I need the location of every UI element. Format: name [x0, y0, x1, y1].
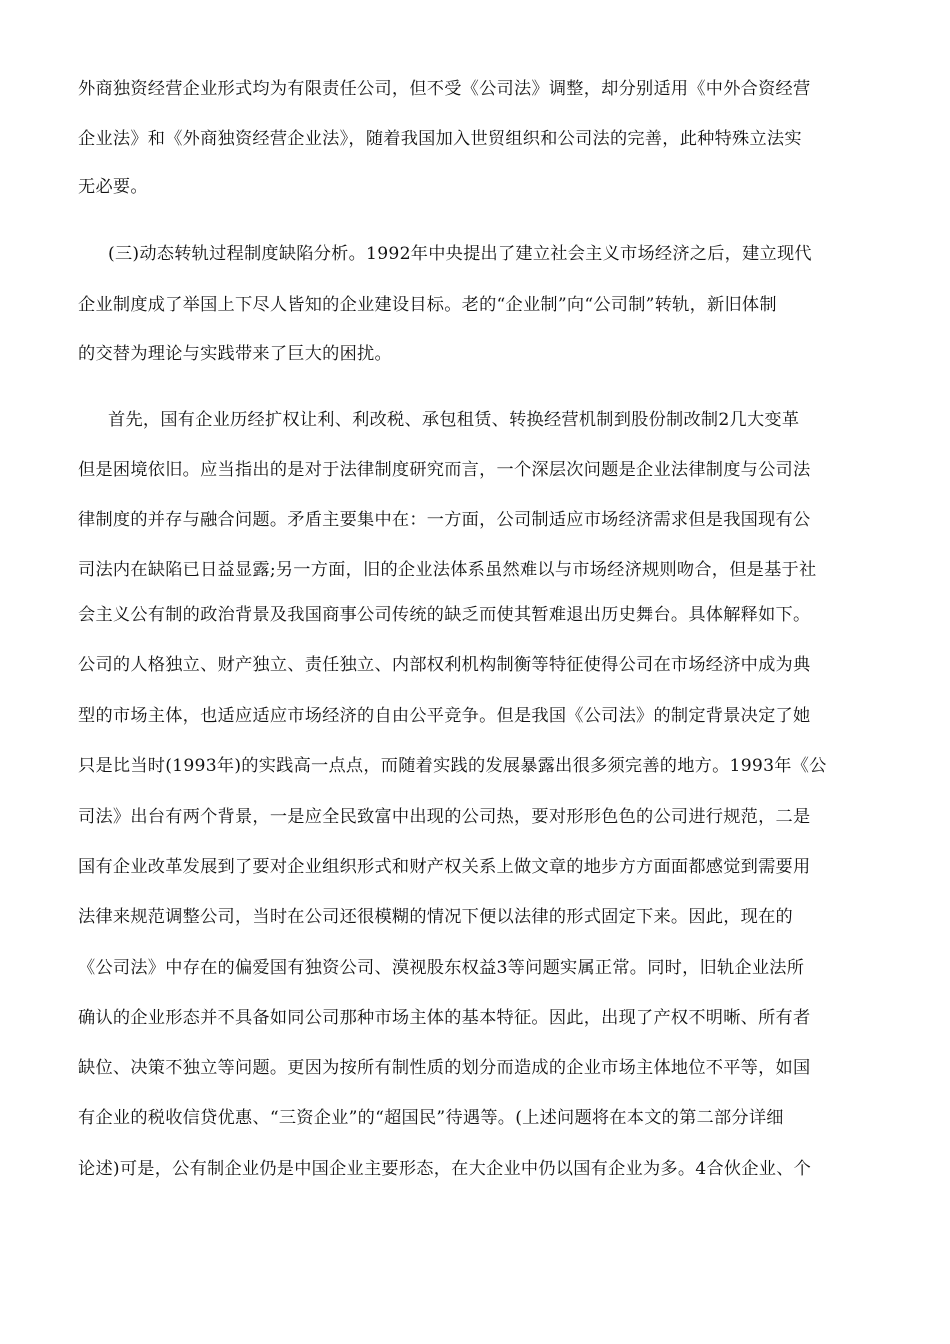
body-text-line: 型的市场主体，也适应适应市场经济的自由公平竞争。但是我国《公司法》的制定背景决定了她 — [78, 706, 811, 726]
body-text-line: 无必要。 — [78, 177, 148, 197]
body-text-line: 国有企业改革发展到了要对企业组织形式和财产权关系上做文章的地步方方面面都感觉到需要用 — [78, 857, 811, 877]
paragraph-first-line: (三)动态转轨过程制度缺陷分析。1992年中央提出了建立社会主义市场经济之后，建立现代 — [108, 244, 812, 264]
body-text-line: 的交替为理论与实践带来了巨大的困扰。 — [78, 344, 392, 364]
body-text-line: 缺位、决策不独立等问题。更因为按所有制性质的划分而造成的企业市场主体地位不平等，如国 — [78, 1058, 811, 1078]
body-text-line: 但是困境依旧。应当指出的是对于法律制度研究而言，一个深层次问题是企业法律制度与公司法 — [78, 460, 811, 480]
body-text-line: 公司的人格独立、财产独立、责任独立、内部权利机构制衡等特征使得公司在市场经济中成为典 — [78, 655, 811, 675]
body-text-line: 律制度的并存与融合问题。矛盾主要集中在：一方面，公司制适应市场经济需求但是我国现有公 — [78, 510, 811, 530]
body-text-line: 企业法》和《外商独资经营企业法》，随着我国加入世贸组织和公司法的完善，此种特殊立法实 — [78, 129, 802, 149]
body-text-line: 外商独资经营企业形式均为有限责任公司，但不受《公司法》调整，却分别适用《中外合资经营 — [78, 79, 811, 99]
body-text-line: 司法》出台有两个背景，一是应全民致富中出现的公司热，要对形形色色的公司进行规范，二是 — [78, 807, 811, 827]
body-text-line: 论述)可是，公有制企业仍是中国企业主要形态，在大企业中仍以国有企业为多。4合伙企业、个 — [78, 1159, 812, 1179]
body-text-line: 有企业的税收信贷优惠、“三资企业”的“超国民”待遇等。(上述问题将在本文的第二部分详细 — [78, 1108, 784, 1128]
body-text-line: 只是比当时(1993年)的实践高一点点，而随着实践的发展暴露出很多须完善的地方。1993年《公 — [78, 756, 827, 776]
body-text-line: 确认的企业形态并不具备如同公司那种市场主体的基本特征。因此，出现了产权不明晰、所有者 — [78, 1008, 811, 1028]
body-text-line: 《公司法》中存在的偏爱国有独资公司、漠视股东权益3等问题实属正常。同时，旧轨企业法所 — [78, 958, 805, 978]
body-text-line: 会主义公有制的政治背景及我国商事公司传统的缺乏而使其暂难退出历史舞台。具体解释如下。 — [78, 605, 811, 625]
body-text-line: 企业制度成了举国上下尽人皆知的企业建设目标。老的“企业制”向“公司制”转轨，新旧体制 — [78, 295, 777, 315]
body-text-line: 司法内在缺陷已日益显露;另一方面，旧的企业法体系虽然难以与市场经济规则吻合，但是基于社 — [78, 560, 817, 580]
paragraph-first-line: 首先，国有企业历经扩权让利、利改税、承包租赁、转换经营机制到股份制改制2几大变革 — [108, 410, 800, 430]
body-text-line: 法律来规范调整公司，当时在公司还很模糊的情况下便以法律的形式固定下来。因此，现在的 — [78, 907, 793, 927]
